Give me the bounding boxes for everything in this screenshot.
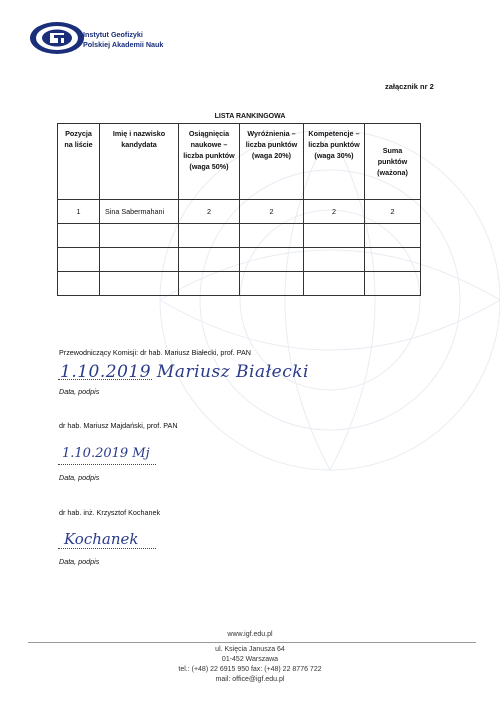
header-sum: Suma punktów (ważona) <box>365 124 421 200</box>
table-cell <box>179 224 240 248</box>
signature-member-1: 1.10.2019 Mj <box>62 446 150 461</box>
table-row <box>58 248 421 272</box>
table-cell <box>179 272 240 296</box>
institute-logo <box>28 20 86 56</box>
table-cell <box>100 248 179 272</box>
header-distinctions: Wyróżnienia – liczba punktów (waga 20%) <box>240 124 304 200</box>
table-cell: 2 <box>240 200 304 224</box>
table-cell: 2 <box>304 200 365 224</box>
table-cell <box>304 248 365 272</box>
table-cell <box>179 248 240 272</box>
institute-name-line2: Polskiej Akademii Nauk <box>83 40 164 49</box>
signature-line <box>58 548 156 549</box>
table-cell <box>304 224 365 248</box>
signature-line <box>58 379 152 380</box>
table-cell: 1 <box>58 200 100 224</box>
footer-phone: tel.: (+48) 22 6915 950 fax: (+48) 22 8776 722 <box>178 666 322 673</box>
footer-city: 01-452 Warszawa <box>221 656 279 663</box>
ranking-table <box>57 123 421 296</box>
institute-name <box>83 30 163 50</box>
table-cell: Sina Sabermahani <box>100 200 179 224</box>
committee-chair: Przewodniczący Komisji: dr hab. Mariusz Białecki, prof. PAN <box>59 348 251 357</box>
table-cell <box>100 224 179 248</box>
table-row <box>58 224 421 248</box>
table-cell <box>365 272 421 296</box>
table-cell <box>240 272 304 296</box>
committee-member-1: dr hab. Mariusz Majdański, prof. PAN <box>59 421 178 430</box>
table-cell: 2 <box>179 200 240 224</box>
date-sign-label: Data, podpis <box>59 557 100 566</box>
table-cell <box>240 248 304 272</box>
footer-website: www.igf.edu.pl <box>227 631 273 638</box>
table-cell <box>58 248 100 272</box>
header-position: Pozycja na liście <box>58 124 100 200</box>
committee-member-2: dr hab. inż. Krzysztof Kochanek <box>59 508 161 517</box>
table-cell <box>365 248 421 272</box>
date-sign-label: Data, podpis <box>59 387 100 396</box>
footer-street: ul. Księcia Janusza 64 <box>215 646 285 653</box>
header-name: Imię i nazwisko kandydata <box>100 124 179 200</box>
table-row <box>58 200 421 224</box>
table-cell <box>365 224 421 248</box>
footer-email: mail: office@igf.edu.pl <box>215 676 285 683</box>
signature-line <box>58 464 156 465</box>
signature-member-2: Kochanek <box>64 530 139 548</box>
attachment-label: załącznik nr 2 <box>385 82 434 91</box>
table-row <box>58 272 421 296</box>
table-cell <box>240 224 304 248</box>
table-header-row <box>58 124 421 200</box>
signature-chair: 1.10.2019 Mariusz Białecki <box>60 362 309 382</box>
table-cell <box>58 224 100 248</box>
table-cell <box>100 272 179 296</box>
header-competences: Kompetencje – liczba punktów (waga 30%) <box>304 124 365 200</box>
header-achievements: Osiągnięcia naukowe – liczba punktów (waga 50%) <box>179 124 240 200</box>
table-cell <box>58 272 100 296</box>
table-cell <box>304 272 365 296</box>
table-title: LISTA RANKINGOWA <box>214 113 286 120</box>
date-sign-label: Data, podpis <box>59 473 100 482</box>
table-cell: 2 <box>365 200 421 224</box>
footer-divider <box>28 642 476 643</box>
institute-name-line1: Instytut Geofizyki <box>83 30 143 39</box>
